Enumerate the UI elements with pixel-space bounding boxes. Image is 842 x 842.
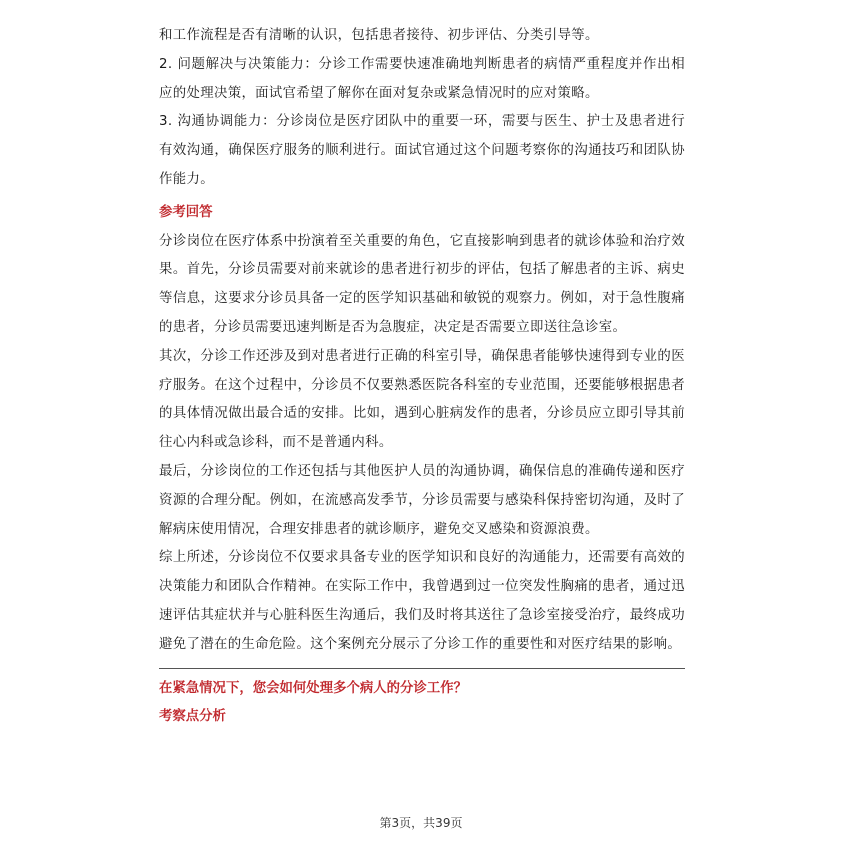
answer-paragraph-4: 综上所述，分诊岗位不仅要求具备专业的医学知识和良好的沟通能力，还需要有高效的决策能力和团队合作精神。在实际工作中，我曾遇到过一位突发性胸痛的患者，通过迅速评估其症状并与心脏科医生沟通后，我们及时将其送往了急诊室接受治疗，最终成功避免了潜在的生命危险。这个案例充分展示了分诊工作的重要性和对医疗结果的影响。 xyxy=(159,550,685,652)
analysis-heading: 考察点分析 xyxy=(159,709,226,725)
intro-line-1: 和工作流程是否有清晰的认识，包括患者接待、初步评估、分类引导等。 xyxy=(159,28,599,43)
answer-paragraph-2: 其次，分诊工作还涉及到对患者进行正确的科室引导，确保患者能够快速得到专业的医疗服务。在这个过程中，分诊员不仅要熟悉医院各科室的专业范围，还要能够根据患者的具体情况做出最合适的安排。比如，遇到心脏病发作的患者，分诊员应立即引导其前往心内科或急诊科，而不是普通内科。 xyxy=(159,348,685,451)
intro-point-3: 3. 沟通协调能力：分诊岗位是医疗团队中的重要一环，需要与医生、护士及患者进行有效沟通，确保医疗服务的顺利进行。面试官通过这个问题考察你的沟通技巧和团队协作能力。 xyxy=(159,114,685,187)
reference-answer-heading: 参考回答 xyxy=(159,204,213,220)
section-divider xyxy=(159,668,685,669)
next-question-title: 在紧急情况下，您会如何处理多个病人的分诊工作？ xyxy=(159,680,467,696)
document-page xyxy=(159,22,685,732)
page-number: 第3页，共39页 xyxy=(379,816,463,830)
answer-paragraph-3: 最后，分诊岗位的工作还包括与其他医护人员的沟通协调，确保信息的准确传递和医疗资源的合理分配。例如，在流感高发季节，分诊员需要与感染科保持密切沟通，及时了解病床使用情况，合理安排患者的就诊顺序，避免交叉感染和资源浪费。 xyxy=(159,463,685,537)
answer-paragraph-1: 分诊岗位在医疗体系中扮演着至关重要的角色，它直接影响到患者的就诊体验和治疗效果。首先，分诊员需要对前来就诊的患者进行初步的评估，包括了解患者的主诉、病史等信息，这要求分诊员具备一定的医学知识基础和敏锐的观察力。例如，对于急性腹痛的患者，分诊员需要迅速判断是否为急腹症，决定是否需要立即送往急诊室。 xyxy=(159,233,685,335)
intro-point-2: 2. 问题解决与决策能力：分诊工作需要快速准确地判断患者的病情严重程度并作出相应的处理决策，面试官希望了解你在面对复杂或紧急情况时的应对策略。 xyxy=(159,56,685,101)
